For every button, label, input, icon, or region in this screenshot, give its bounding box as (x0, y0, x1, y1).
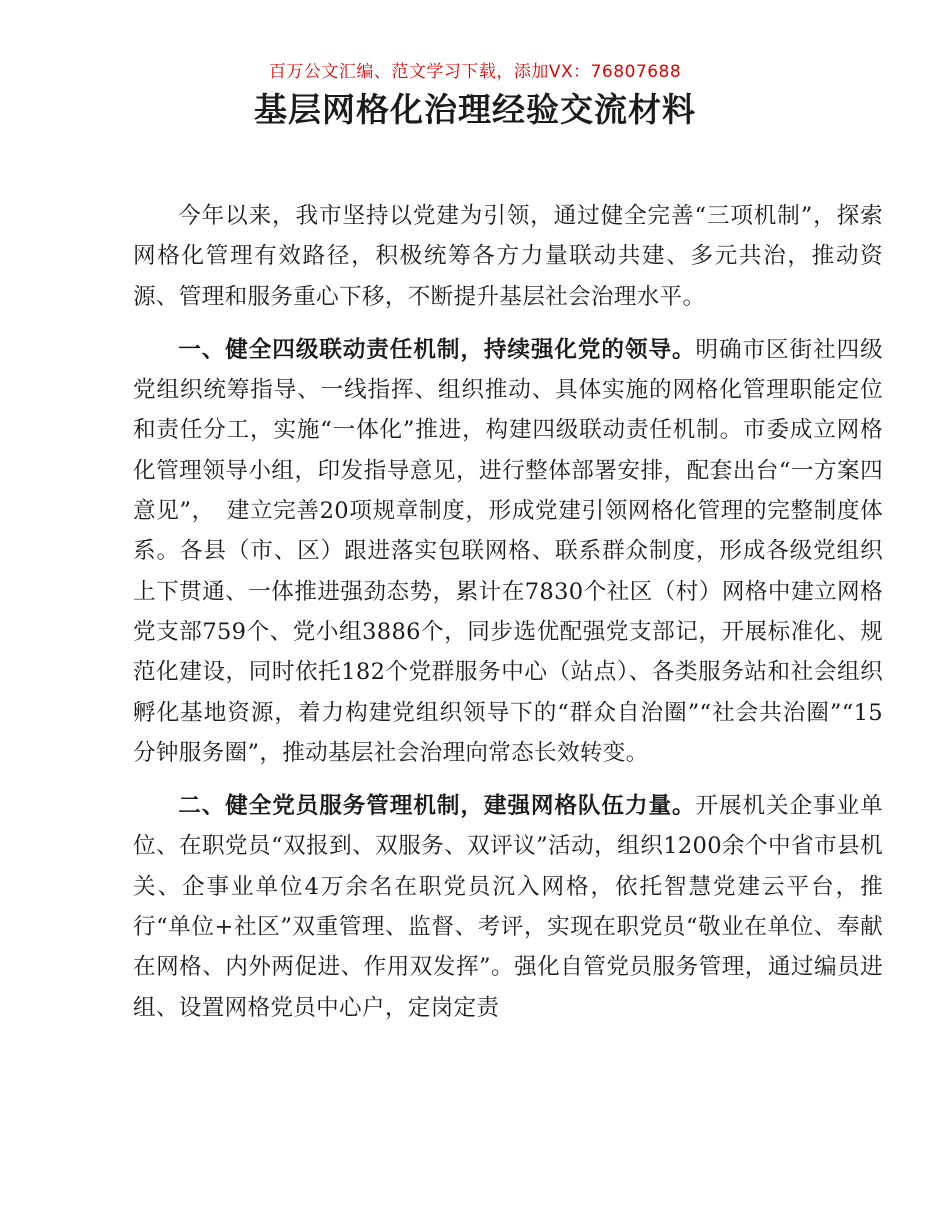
document-title: 基层网格化治理经验交流材料 (254, 90, 696, 129)
paragraph-section-1 (133, 330, 883, 773)
paragraph-section-2 (133, 786, 883, 1028)
paragraph-text: 开展机关企事业单位、在职党员“双报到、双服务、双评议”活动，组织1200余个中省市县机关、企事业单位4万余名在职党员沉入网格，依托智慧党建云平台，推行“单位+社区”双重管理、监督、考评，实现在职党员“敬业在单位、奉献在网格、内外两促进、作用双发挥”。强化自管党员服务管理，通过编员进组、设置网格党员中心户，定岗定责 (133, 793, 883, 1021)
paragraph-intro (133, 196, 883, 317)
paragraph-text: 今年以来，我市坚持以党建为引领，通过健全完善“三项机制”，探索网格化管理有效路径，积极统筹各方力量联动共建、多元共治，推动资源、管理和服务重心下移，不断提升基层社会治理水平。 (133, 203, 883, 310)
paragraph-lead: 一、健全四级联动责任机制，持续强化党的领导。 (178, 336, 696, 363)
document-body (133, 196, 883, 1041)
paragraph-lead: 二、健全党员服务管理机制，建强网格队伍力量。 (178, 793, 696, 820)
paragraph-text: 明确市区街社四级党组织统筹指导、一线指挥、组织推动、具体实施的网格化管理职能定位和责任分工，实施“一体化”推进，构建四级联动责任机制。市委成立网格化管理领导小组，印发指导意见，进行整体部署安排，配套出台“一方案四意见”， 建立完善20项规章制度，形成党建引领网格化管理的完整制度体系。各县（市、区）跟进落实包联网格、联系群众制度，形成各级党组织上下贯通、一体推进强劲态势，累计在7830个社区（村）网格中建立网格党支部759个、党小组3886个，同步选优配强党支部记，开展标准化、规范化建设，同时依托182个党群服务中心（站点）、各类服务站和社会组织孵化基地资源，着力构建党组织领导下的“群众自治圈”“社会共治圈”“15分钟服务圈”，推动基层社会治理向常态长效转变。 (133, 336, 883, 766)
watermark-text: 百万公文汇编、范文学习下载，添加VX：76807688 (268, 62, 682, 82)
